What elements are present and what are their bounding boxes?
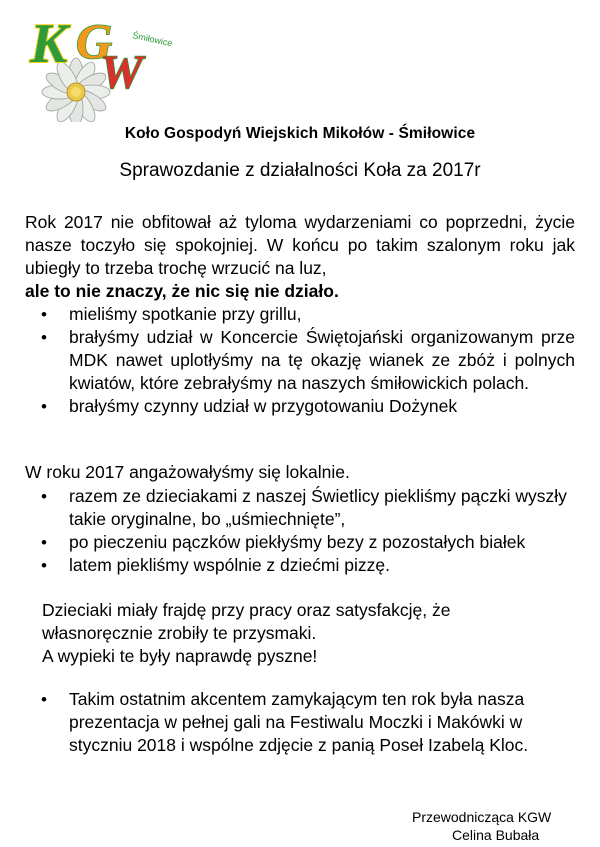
kids-line: własnoręcznie zrobiły te przysmaki.: [42, 623, 317, 643]
kgw-logo: [24, 4, 174, 122]
intro-paragraph: [25, 211, 575, 303]
local-intro: W roku 2017 angażowałyśmy się lokalnie.: [25, 462, 350, 482]
kids-paragraph: [42, 599, 562, 668]
signature-name: Celina Bubała: [452, 827, 540, 843]
organization-name: Koło Gospodyń Wiejskich Mikołów - Śmiłowice: [124, 125, 476, 142]
kids-line: Dzieciaki miały frajdę przy pracy oraz satysfakcję, że: [42, 600, 451, 620]
list-item: • Takim ostatnim akcentem zamykającym ten rok była nasza prezentacja w pełnej gali na Festiwalu Moczki i Makówki w styczniu 2018 i wspólne zdjęcie z panią Poseł Izabelą Kloc.: [25, 688, 575, 757]
signature-role: Przewodnicząca KGW: [412, 809, 552, 825]
svg-text:W: W: [100, 46, 143, 99]
list-item: • brałyśmy czynny udział w przygotowaniu Dożynek: [25, 395, 575, 418]
list-item: • mieliśmy spotkanie przy grillu,: [25, 303, 575, 326]
list-item: • latem piekliśmy wspólnie z dziećmi pizzę.: [25, 554, 575, 577]
activities-list: [25, 303, 575, 418]
logo-place-name: Śmiłowice: [131, 30, 174, 49]
kids-line: A wypieki te były naprawdę pyszne!: [42, 646, 318, 666]
svg-text:K: K: [30, 13, 68, 75]
list-item: • razem ze dzieciakami z naszej Świetlicy piekliśmy pączki wyszły takie oryginalne, bo „uśmiechnięte”,: [25, 485, 575, 531]
report-title: Sprawozdanie z działalności Koła za 2017r: [119, 160, 481, 181]
list-item: • brałyśmy udział w Koncercie Świętojański organizowanym prze MDK nawet uplotłyśmy na tę okazję wianek ze zbóż i polnych kwiatów, które zebrałyśmy na naszych śmiłowickich polach.: [25, 326, 575, 395]
local-activities-list: [25, 485, 575, 577]
list-item: • po pieczeniu pączków piekłyśmy bezy z pozostałych białek: [25, 531, 575, 554]
svg-text:G: G: [76, 13, 113, 69]
closing-list: [25, 688, 575, 757]
intro-text: Rok 2017 nie obfitował aż tyloma wydarzeniami co poprzedni, życie nasze toczyło się spokojniej. W końcu po takim szalonym roku jak ubiegły to trzeba trochę wrzucić na luz,: [25, 212, 575, 278]
intro-bold-text: ale to nie znaczy, że nic się nie działo.: [25, 281, 339, 301]
